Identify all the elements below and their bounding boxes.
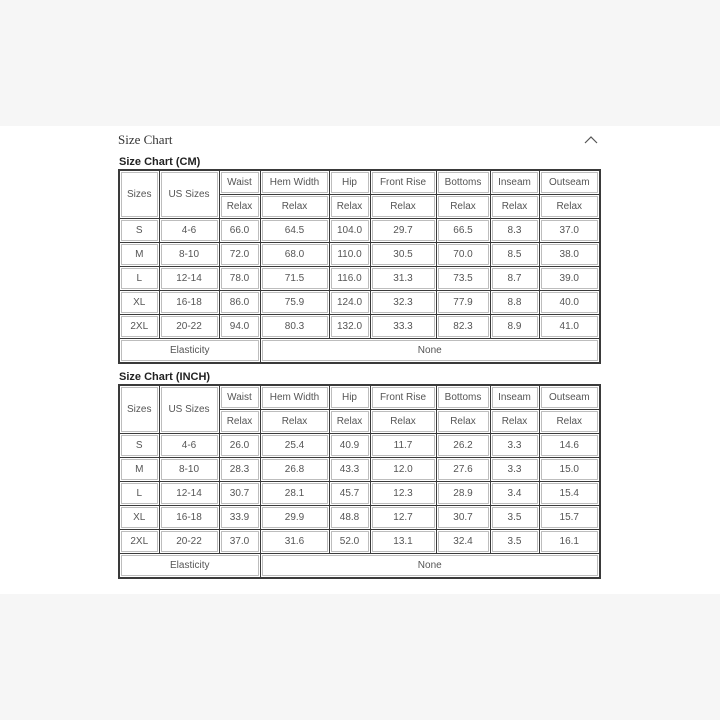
size-chart-cm-table [118, 169, 601, 364]
value-cell: 52.0 [329, 530, 370, 554]
value-cell: 3.4 [490, 482, 539, 506]
value-cell: 15.7 [539, 506, 600, 530]
measure-header: Front Rise [370, 385, 436, 410]
value-cell: 8.9 [490, 315, 539, 339]
value-cell: 33.3 [370, 315, 436, 339]
measure-header: Inseam [490, 170, 539, 195]
value-cell: 77.9 [436, 291, 490, 315]
us-size-cell: 4-6 [159, 434, 219, 458]
value-cell: 30.7 [219, 482, 260, 506]
table-row [119, 243, 600, 267]
measure-header: Waist [219, 385, 260, 410]
fit-cell: Relax [436, 195, 490, 219]
measure-header: Waist [219, 170, 260, 195]
value-cell: 15.0 [539, 458, 600, 482]
value-cell: 71.5 [260, 267, 329, 291]
value-cell: 8.5 [490, 243, 539, 267]
value-cell: 86.0 [219, 291, 260, 315]
fit-cell: Relax [370, 410, 436, 434]
value-cell: 37.0 [539, 219, 600, 243]
elasticity-row [119, 554, 600, 579]
value-cell: 38.0 [539, 243, 600, 267]
value-cell: 132.0 [329, 315, 370, 339]
table-row [119, 315, 600, 339]
elasticity-row [119, 339, 600, 364]
elasticity-value: None [260, 339, 600, 364]
measure-header: Inseam [490, 385, 539, 410]
value-cell: 72.0 [219, 243, 260, 267]
measure-header: Outseam [539, 385, 600, 410]
table-row [119, 458, 600, 482]
value-cell: 30.7 [436, 506, 490, 530]
value-cell: 32.3 [370, 291, 436, 315]
us-size-cell: 8-10 [159, 243, 219, 267]
value-cell: 66.0 [219, 219, 260, 243]
sizes-header: Sizes [119, 170, 159, 219]
value-cell: 116.0 [329, 267, 370, 291]
value-cell: 28.1 [260, 482, 329, 506]
fit-cell: Relax [260, 195, 329, 219]
size-chart-inch-title: Size Chart (INCH) [119, 371, 211, 383]
value-cell: 26.0 [219, 434, 260, 458]
elasticity-label: Elasticity [119, 554, 260, 579]
measure-header: Hem Width [260, 170, 329, 195]
value-cell: 40.0 [539, 291, 600, 315]
value-cell: 82.3 [436, 315, 490, 339]
us-size-cell: 16-18 [159, 506, 219, 530]
us-size-cell: 16-18 [159, 291, 219, 315]
size-cell: S [119, 434, 159, 458]
fit-cell: Relax [329, 195, 370, 219]
value-cell: 124.0 [329, 291, 370, 315]
value-cell: 3.3 [490, 434, 539, 458]
value-cell: 30.5 [370, 243, 436, 267]
value-cell: 41.0 [539, 315, 600, 339]
measure-header: Hem Width [260, 385, 329, 410]
us-size-cell: 4-6 [159, 219, 219, 243]
value-cell: 31.6 [260, 530, 329, 554]
us-size-cell: 20-22 [159, 315, 219, 339]
fit-cell: Relax [219, 410, 260, 434]
fit-cell: Relax [260, 410, 329, 434]
value-cell: 28.3 [219, 458, 260, 482]
measure-header: Front Rise [370, 170, 436, 195]
value-cell: 16.1 [539, 530, 600, 554]
value-cell: 29.9 [260, 506, 329, 530]
header-row [119, 170, 600, 195]
table-row [119, 482, 600, 506]
fit-cell: Relax [329, 410, 370, 434]
table-row [119, 506, 600, 530]
value-cell: 33.9 [219, 506, 260, 530]
value-cell: 12.3 [370, 482, 436, 506]
value-cell: 12.7 [370, 506, 436, 530]
value-cell: 68.0 [260, 243, 329, 267]
value-cell: 64.5 [260, 219, 329, 243]
value-cell: 80.3 [260, 315, 329, 339]
value-cell: 8.3 [490, 219, 539, 243]
chevron-up-icon[interactable] [584, 133, 598, 147]
size-cell: S [119, 219, 159, 243]
value-cell: 26.8 [260, 458, 329, 482]
value-cell: 28.9 [436, 482, 490, 506]
value-cell: 26.2 [436, 434, 490, 458]
value-cell: 48.8 [329, 506, 370, 530]
value-cell: 12.0 [370, 458, 436, 482]
value-cell: 14.6 [539, 434, 600, 458]
measure-header: Outseam [539, 170, 600, 195]
value-cell: 37.0 [219, 530, 260, 554]
value-cell: 27.6 [436, 458, 490, 482]
table-row [119, 219, 600, 243]
value-cell: 13.1 [370, 530, 436, 554]
fit-cell: Relax [490, 195, 539, 219]
size-cell: L [119, 267, 159, 291]
table-row [119, 267, 600, 291]
value-cell: 75.9 [260, 291, 329, 315]
value-cell: 29.7 [370, 219, 436, 243]
value-cell: 3.5 [490, 506, 539, 530]
value-cell: 43.3 [329, 458, 370, 482]
value-cell: 40.9 [329, 434, 370, 458]
value-cell: 32.4 [436, 530, 490, 554]
elasticity-label: Elasticity [119, 339, 260, 364]
size-chart-cm-title: Size Chart (CM) [119, 156, 201, 168]
value-cell: 45.7 [329, 482, 370, 506]
table-row [119, 291, 600, 315]
value-cell: 78.0 [219, 267, 260, 291]
measure-header: Bottoms [436, 170, 490, 195]
size-cell: XL [119, 291, 159, 315]
header-row [119, 385, 600, 410]
value-cell: 25.4 [260, 434, 329, 458]
value-cell: 3.5 [490, 530, 539, 554]
value-cell: 11.7 [370, 434, 436, 458]
value-cell: 70.0 [436, 243, 490, 267]
table-row [119, 434, 600, 458]
fit-cell: Relax [539, 410, 600, 434]
size-chart-inch-table [118, 384, 601, 579]
us-size-cell: 8-10 [159, 458, 219, 482]
value-cell: 73.5 [436, 267, 490, 291]
value-cell: 3.3 [490, 458, 539, 482]
fit-cell: Relax [370, 195, 436, 219]
size-cell: XL [119, 506, 159, 530]
us-sizes-header: US Sizes [159, 385, 219, 434]
value-cell: 39.0 [539, 267, 600, 291]
sizes-header: Sizes [119, 385, 159, 434]
value-cell: 31.3 [370, 267, 436, 291]
size-cell: 2XL [119, 530, 159, 554]
value-cell: 104.0 [329, 219, 370, 243]
size-cell: L [119, 482, 159, 506]
us-sizes-header: US Sizes [159, 170, 219, 219]
measure-header: Hip [329, 170, 370, 195]
size-cell: M [119, 458, 159, 482]
size-chart-heading: Size Chart [118, 132, 173, 147]
value-cell: 110.0 [329, 243, 370, 267]
measure-header: Hip [329, 385, 370, 410]
fit-cell: Relax [436, 410, 490, 434]
value-cell: 94.0 [219, 315, 260, 339]
elasticity-value: None [260, 554, 600, 579]
value-cell: 15.4 [539, 482, 600, 506]
fit-cell: Relax [539, 195, 600, 219]
size-chart-accordion-header[interactable] [118, 131, 600, 151]
size-cell: M [119, 243, 159, 267]
measure-header: Bottoms [436, 385, 490, 410]
us-size-cell: 12-14 [159, 482, 219, 506]
value-cell: 8.7 [490, 267, 539, 291]
size-cell: 2XL [119, 315, 159, 339]
fit-cell: Relax [219, 195, 260, 219]
value-cell: 66.5 [436, 219, 490, 243]
table-row [119, 530, 600, 554]
value-cell: 8.8 [490, 291, 539, 315]
us-size-cell: 12-14 [159, 267, 219, 291]
us-size-cell: 20-22 [159, 530, 219, 554]
fit-cell: Relax [490, 410, 539, 434]
